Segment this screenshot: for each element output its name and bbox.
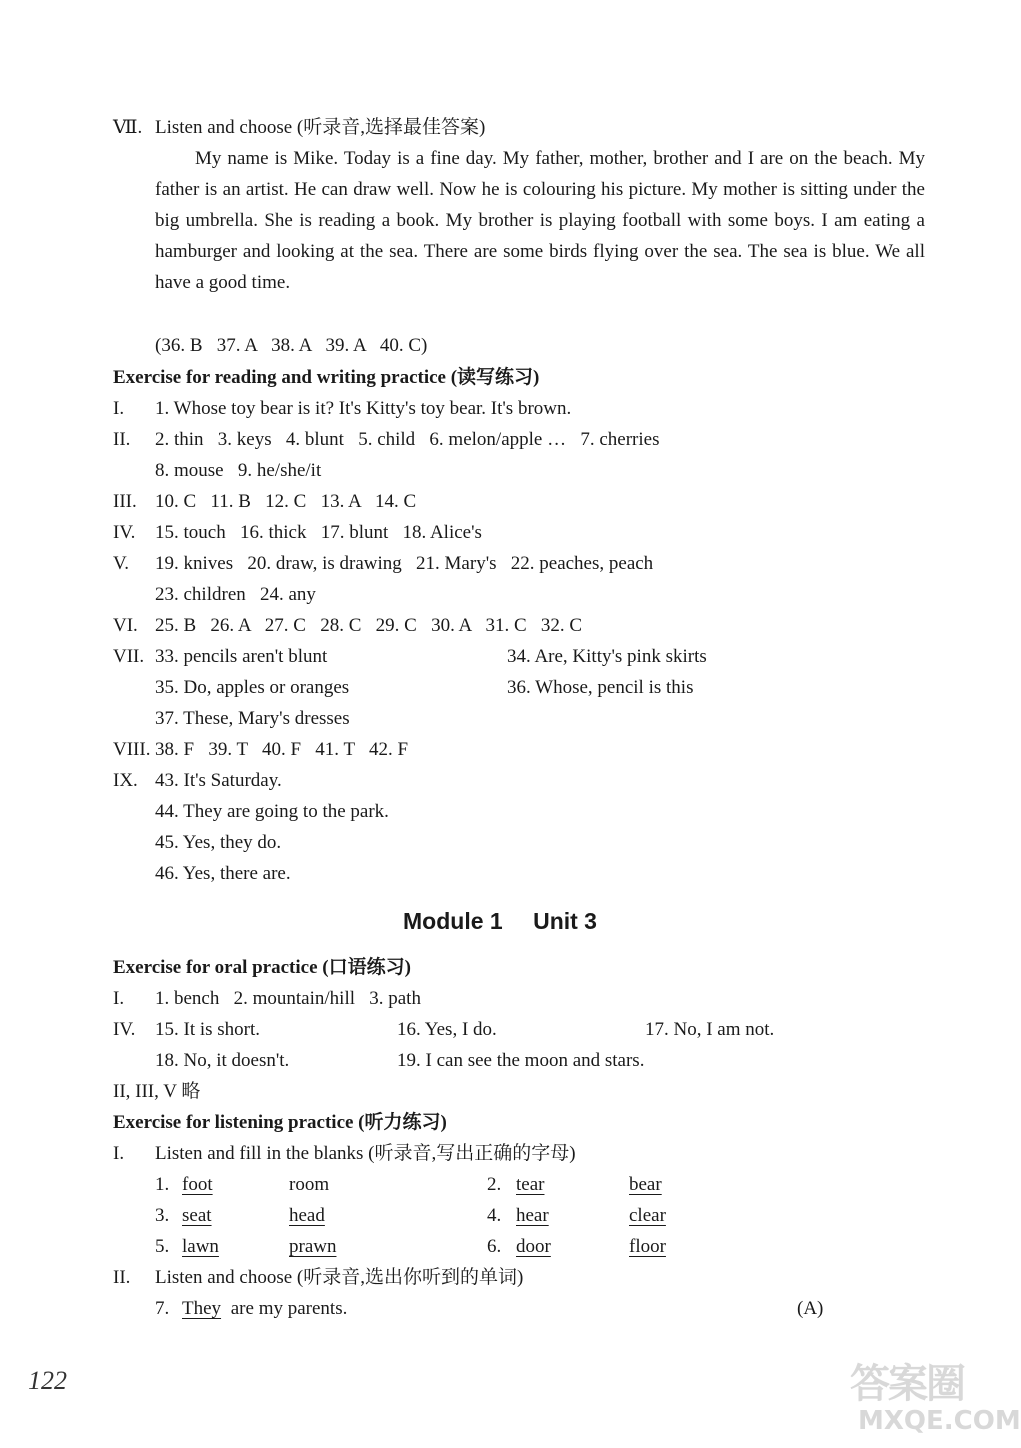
answer-line: 16. Yes, I do. [397, 1019, 497, 1040]
roman-numeral: VII. [113, 646, 145, 667]
answer-choice: (A) [797, 1298, 824, 1319]
module-label: Module 1 [403, 908, 503, 934]
section-heading: Exercise for oral practice (口语练习) [113, 957, 411, 978]
roman-numeral: II. [113, 1267, 131, 1288]
underlined-word: door [516, 1236, 551, 1257]
roman-numeral: VIII. [113, 739, 151, 760]
sentence-rest: are my parents. [226, 1298, 348, 1319]
roman-numeral: IV. [113, 522, 136, 543]
underlined-word: lawn [182, 1236, 219, 1257]
roman-numeral: IX. [113, 770, 138, 791]
answer-line: 36. Whose, pencil is this [507, 677, 694, 698]
roman-numeral: V. [113, 553, 130, 574]
roman-numeral: I. [113, 398, 125, 419]
answer-line: 19. I can see the moon and stars. [397, 1050, 645, 1071]
item-number: 6. [487, 1236, 502, 1257]
roman-numeral: VI. [113, 615, 138, 636]
watermark-logo [850, 1352, 1021, 1440]
roman-numeral: II. [113, 429, 131, 450]
underlined-word: hear [516, 1205, 549, 1226]
answer-line: 1. Whose toy bear is it? It's Kitty's toy bear. It's brown. [155, 398, 572, 419]
roman-numeral: III. [113, 491, 137, 512]
underlined-word: seat [182, 1205, 212, 1226]
answer-line: 1. bench 2. mountain/hill 3. path [155, 988, 421, 1009]
underlined-word: tear [516, 1174, 545, 1195]
answer-line: 15. It is short. [155, 1019, 261, 1040]
section-title: Listen and choose (听录音,选择最佳答案) [155, 117, 486, 138]
underlined-word: They [182, 1298, 222, 1319]
watermark-text: 答案圈 [850, 1361, 964, 1407]
listening-passage: My name is Mike. Today is a fine day. My father, mother, brother and I are on the beach. My father is an artist. He can draw well. Now he is colouring his picture. My mother is sitting under the big umbrella. She is reading a book. My brother is playing football with some boys. I am eating a hamburger and looking at the sea. There are some birds flying over the sea. The sea is blue. We all have a good time. [155, 148, 925, 293]
answer-line: 46. Yes, there are. [155, 863, 291, 884]
section-heading: Exercise for listening practice (听力练习) [113, 1112, 447, 1133]
item-number: 1. [155, 1174, 170, 1195]
underlined-word: clear [629, 1205, 666, 1226]
underlined-word: prawn [289, 1236, 337, 1257]
answer-line: 33. pencils aren't blunt [155, 646, 328, 667]
answer-line: II, III, V 略 [113, 1081, 201, 1102]
answer-line: 10. C 11. B 12. C 13. A 14. C [155, 491, 417, 512]
unit-label: Unit 3 [533, 908, 597, 934]
answer-line: 37. These, Mary's dresses [155, 708, 350, 729]
roman-numeral: IV. [113, 1019, 136, 1040]
answer-line: 43. It's Saturday. [155, 770, 282, 791]
module-heading [0, 906, 1000, 936]
item-number: 7. [155, 1298, 170, 1319]
underlined-word: floor [629, 1236, 666, 1257]
answer-line: 38. F 39. T 40. F 41. T 42. F [155, 739, 409, 760]
item-number: 4. [487, 1205, 502, 1226]
underlined-word: bear [629, 1174, 662, 1195]
section-title: Listen and choose (听录音,选出你听到的单词) [155, 1267, 524, 1288]
underlined-word: head [289, 1205, 325, 1226]
answer-line: 23. children 24. any [155, 584, 316, 605]
answer-line: 19. knives 20. draw, is drawing 21. Mary's 22. peaches, peach [155, 553, 654, 574]
answer-line: 18. No, it doesn't. [155, 1050, 290, 1071]
answer-line: 8. mouse 9. he/she/it [155, 460, 322, 481]
watermark-url: MXQE.COM [858, 1406, 1021, 1436]
item-number: 3. [155, 1205, 170, 1226]
answer-line: 35. Do, apples or oranges [155, 677, 350, 698]
answer-line: 45. Yes, they do. [155, 832, 282, 853]
answer-line: 17. No, I am not. [645, 1019, 775, 1040]
answer-key: (36. B 37. A 38. A 39. A 40. C) [155, 335, 428, 356]
answer-line: 2. thin 3. keys 4. blunt 5. child 6. melon/apple … 7. cherries [155, 429, 660, 450]
page-number: 122 [28, 1366, 67, 1395]
section-title: Listen and fill in the blanks (听录音,写出正确的字母) [155, 1143, 576, 1164]
section-heading: Exercise for reading and writing practice (读写练习) [113, 367, 540, 388]
underlined-word: foot [182, 1174, 213, 1195]
answer-line: 44. They are going to the park. [155, 801, 389, 822]
roman-numeral: I. [113, 988, 125, 1009]
answer-line: 34. Are, Kitty's pink skirts [507, 646, 707, 667]
roman-numeral: Ⅶ. [113, 117, 143, 138]
roman-numeral: I. [113, 1143, 125, 1164]
item-number: 2. [487, 1174, 502, 1195]
answer-line: 25. B 26. A 27. C 28. C 29. C 30. A 31. C 32. C [155, 615, 583, 636]
item-number: 5. [155, 1236, 170, 1257]
word: room [289, 1174, 330, 1195]
answer-line: 15. touch 16. thick 17. blunt 18. Alice's [155, 522, 482, 543]
